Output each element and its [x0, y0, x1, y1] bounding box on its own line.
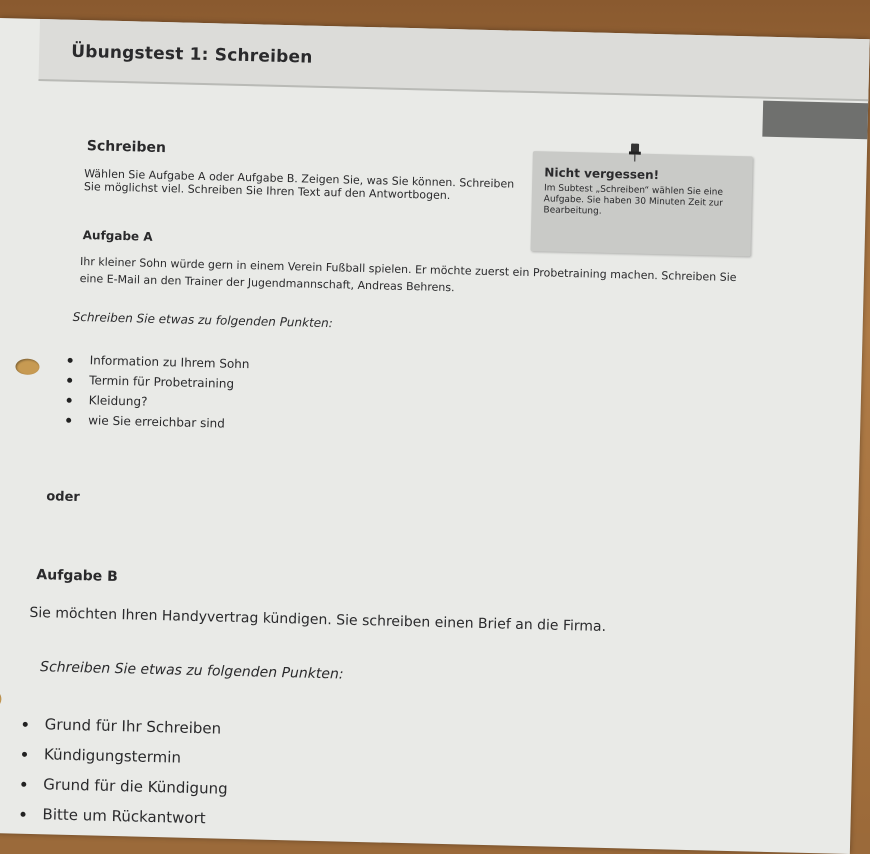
note-text: Im Subtest „Schreiben“ wählen Sie eine Aufgabe. Sie haben 30 Minuten Zeit zur Bearbeitung. — [543, 183, 724, 217]
separator-text: oder — [46, 489, 80, 506]
list-item: Termin für Probetraining — [67, 370, 249, 394]
task-b-text: Sie möchten Ihren Handyvertrag kündigen. Sie schreiben einen Brief an die Firma. — [29, 604, 607, 635]
page-title: Übungstest 1: Schreiben — [70, 41, 313, 68]
punch-hole — [15, 358, 39, 375]
list-item: Bitte um Rückantwort — [20, 799, 227, 834]
task-a-title: Aufgabe A — [82, 228, 153, 244]
task-b-points-heading: Schreiben Sie etwas zu folgenden Punkten: — [39, 659, 344, 683]
list-item: Grund für die Kündigung — [21, 769, 228, 804]
reminder-note — [530, 151, 752, 256]
task-b-points-list — [20, 709, 229, 834]
task-a-points-list — [66, 350, 250, 434]
list-item: Kleidung? — [66, 390, 248, 414]
list-item: Grund für Ihr Schreiben — [22, 709, 229, 744]
task-b-title: Aufgabe B — [36, 567, 119, 586]
task-a-points-heading: Schreiben Sie etwas zu folgenden Punkten: — [72, 309, 333, 331]
corner-tab — [762, 101, 868, 140]
list-item: Kündigungstermin — [22, 739, 229, 774]
list-item: Information zu Ihrem Sohn — [67, 350, 249, 374]
worksheet-page — [0, 18, 870, 854]
section-title: Schreiben — [86, 138, 167, 157]
pushpin-icon — [629, 143, 641, 161]
list-item: wie Sie erreichbar sind — [66, 410, 248, 434]
punch-hole — [0, 688, 2, 711]
note-title: Nicht vergessen! — [544, 165, 660, 183]
task-a-text: Ihr kleiner Sohn würde gern in einem Verein Fußball spielen. Er möchte zuerst ein Probetraining machen. Schreiben Sie eine E-Mail an den Trainer der Jugendmannschaft, Andreas Behrens. — [79, 255, 737, 295]
instructions-text: Wählen Sie Aufgabe A oder Aufgabe B. Zeigen Sie, was Sie können. Schreiben Sie möglichst viel. Schreiben Sie Ihren Text auf den Antwortbogen. — [83, 167, 515, 203]
